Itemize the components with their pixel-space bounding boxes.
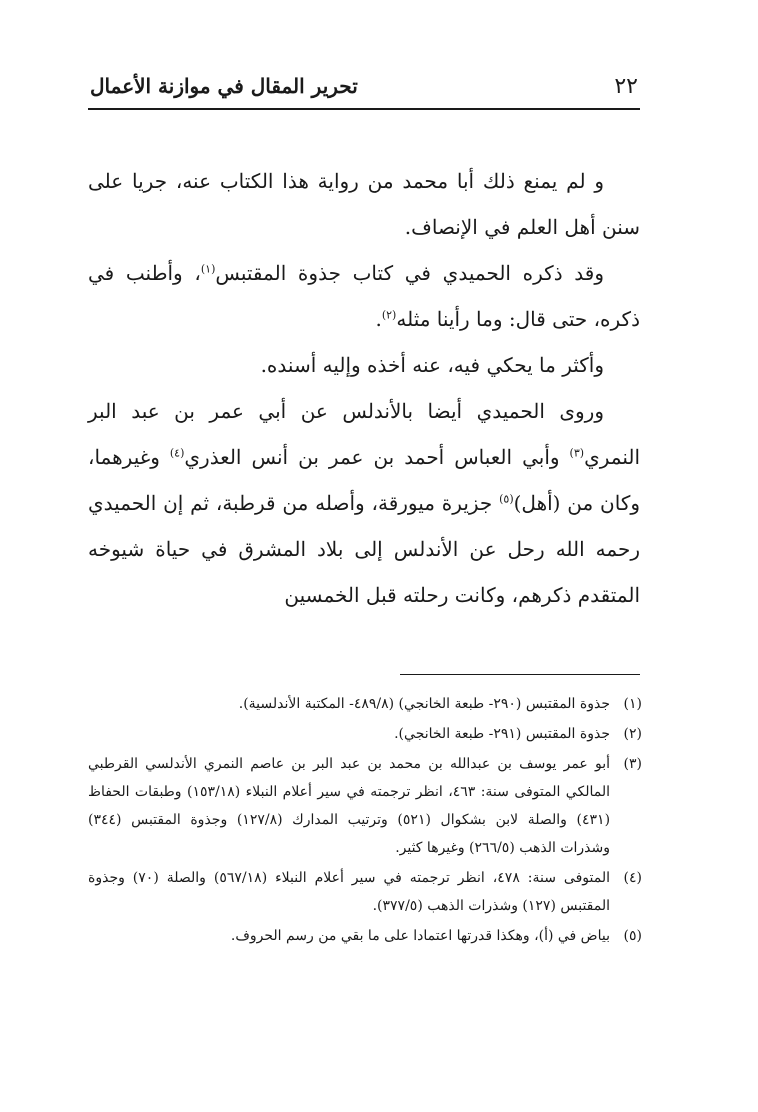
footnote-text: بياض في (أ)، وهكذا قدرتها اعتمادا على ما بقي من رسم الحروف. bbox=[230, 928, 610, 944]
footnote-number: (١) bbox=[623, 696, 642, 712]
paragraph-4 bbox=[88, 388, 640, 618]
footnote-ref-5[interactable]: (٥) bbox=[499, 492, 514, 506]
footnote-ref-2[interactable]: (٢) bbox=[381, 308, 397, 322]
footnotes bbox=[88, 690, 642, 952]
paragraph-4-part-d: جزيرة ميورقة، وأصله من قرطبة، ثم إن الحميدي رحمه الله رحل عن الأندلس إلى بلاد المشرق في حياة شيوخه المتقدم ذكرهم، وكانت رحلته قبل الخمسين bbox=[88, 491, 640, 607]
footnote-number: (٢) bbox=[623, 726, 642, 742]
footnote-number: (٥) bbox=[623, 928, 642, 944]
running-header bbox=[90, 68, 638, 104]
book-title: تحرير المقال في موازنة الأعمال bbox=[90, 74, 358, 98]
footnote-number: (٤) bbox=[623, 870, 642, 886]
footnote-2 bbox=[88, 720, 642, 748]
footnote-ref-4[interactable]: (٤) bbox=[169, 446, 185, 460]
footnote-4 bbox=[88, 864, 642, 920]
paragraph-4-part-c: وغيرهما، وكان من (أهل) bbox=[88, 445, 641, 515]
footnote-number: (٣) bbox=[623, 756, 642, 772]
footnote-ref-3[interactable]: (٣) bbox=[569, 446, 585, 460]
footnote-text: المتوفى سنة: ٤٧٨، انظر ترجمته في سير أعلام النبلاء (٥٦٧/١٨) والصلة (٧٠) وجذوة المقتبس (١٢٧) وشذرات الذهب (٣٧٧/٥). bbox=[88, 870, 610, 914]
main-text bbox=[88, 158, 640, 618]
paragraph-2-part-c: . bbox=[375, 307, 382, 331]
footnote-separator bbox=[400, 674, 640, 675]
footnote-text: أبو عمر يوسف بن عبدالله بن محمد بن عبد البر بن عاصم النمري الأندلسي القرطبي المالكي المتوفى سنة: ٤٦٣، انظر ترجمته في سير أعلام النبلاء (١٥٣/١٨) وطبقات الحفاظ (٤٣١) والصلة لابن بشكوال (٥٢١) وترتيب المدارك (١٢٧/٨) وجذوة المقتبس (٣٤٤) وشذرات الذهب (٢٦٦/٥) وغيرها كثير. bbox=[88, 756, 611, 856]
footnote-text: جذوة المقتبس (٢٩١- طبعة الخانجي). bbox=[394, 726, 610, 742]
paragraph-3: وأكثر ما يحكي فيه، عنه أخذه وإليه أسنده. bbox=[260, 353, 604, 377]
paragraph-1: و لم يمنع ذلك أبا محمد من رواية هذا الكتاب عنه، جريا على سنن أهل العلم في الإنصاف. bbox=[88, 169, 640, 239]
footnote-ref-1[interactable]: (١) bbox=[200, 262, 216, 276]
footnote-5 bbox=[88, 922, 642, 950]
paragraph-2-part-b: ، وأطنب في ذكره، حتى قال: وما رأينا مثله bbox=[88, 261, 640, 331]
footnote-1 bbox=[88, 690, 642, 718]
header-rule bbox=[88, 108, 640, 110]
footnote-text: جذوة المقتبس (٢٩٠- طبعة الخانجي) (٤٨٩/٨- المكتبة الأندلسية). bbox=[238, 696, 610, 712]
footnote-3 bbox=[88, 750, 642, 862]
paragraph-4-part-a: وروى الحميدي أيضا بالأندلس عن أبي عمر بن عبد البر النمري bbox=[88, 399, 640, 469]
paragraph-2-part-a: وقد ذكره الحميدي في كتاب جذوة المقتبس bbox=[215, 261, 604, 285]
paragraph-2 bbox=[88, 250, 640, 342]
paragraph-4-part-b: وأبي العباس أحمد بن عمر بن أنس العذري bbox=[184, 445, 570, 469]
page-number: ٢٢ bbox=[614, 74, 638, 99]
